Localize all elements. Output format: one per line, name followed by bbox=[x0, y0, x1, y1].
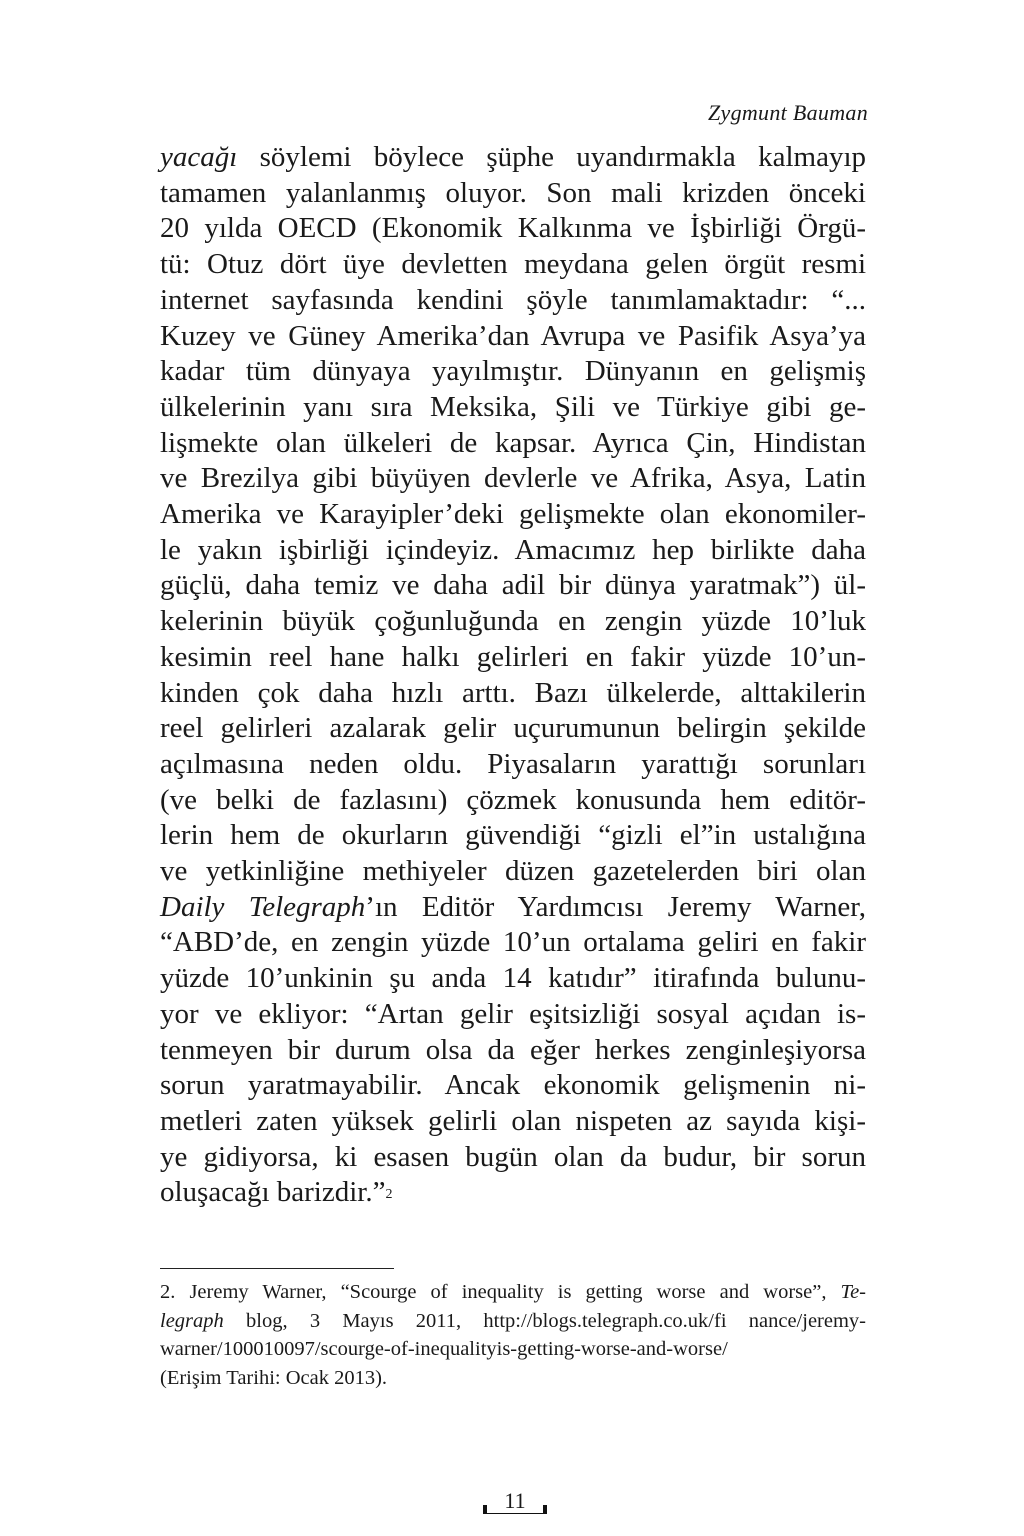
body-line: ve yetkinliğine methiyeler düzen gazetelerden biri olan bbox=[160, 855, 866, 888]
body-line: lişmekte olan ülkeleri de kapsar. Ayrıca Çin, Hindistan bbox=[160, 426, 866, 459]
body-line: kinden çok daha hızlı arttı. Bazı ülkelerde, alttakilerin bbox=[160, 676, 866, 709]
running-head: Zygmunt Bauman bbox=[707, 100, 868, 125]
body-line: güçlü, daha temiz ve daha adil bir dünya yaratmak”) ül- bbox=[160, 569, 866, 602]
page-number-tick-right bbox=[543, 1505, 547, 1514]
body-line: “ABD’de, en zengin yüzde 10’un ortalama geliri en fakir bbox=[160, 926, 866, 959]
page-number-tick-left bbox=[483, 1505, 487, 1514]
body-text bbox=[160, 140, 866, 1211]
body-line: tü: Otuz dört üye devletten meydana gelen örgüt resmi bbox=[160, 248, 866, 281]
body-line: yor ve ekliyor: “Artan gelir eşitsizliği sosyal açıdan is- bbox=[160, 997, 866, 1030]
body-line: kelerinin büyük çoğunluğunda en zengin yüzde 10’luk bbox=[160, 605, 866, 638]
page-number-rule bbox=[483, 1513, 547, 1514]
body-line: ve Brezilya gibi büyüyen devlerle ve Afrika, Asya, Latin bbox=[160, 462, 866, 495]
body-line: 20 yılda OECD (Ekonomik Kalkınma ve İşbirliği Örgü- bbox=[160, 212, 866, 245]
body-line: kadar tüm dünyaya yayılmıştır. Dünyanın en gelişmiş bbox=[160, 355, 866, 388]
footnote-reference: 2 bbox=[385, 1187, 393, 1203]
body-line: lerin hem de okurların güvendiği “gizli el”in ustalığına bbox=[160, 819, 866, 852]
body-line: kesimin reel hane halkı gelirleri en fakir yüzde 10’un- bbox=[160, 640, 866, 673]
footnote bbox=[160, 1278, 866, 1392]
footnote-line: warner/100010097/scourge-of-inequalityis-getting-worse-and-worse/ bbox=[160, 1338, 728, 1360]
body-line: internet sayfasında kendini şöyle tanımlamaktadır: “... bbox=[160, 283, 866, 316]
footnote-line: legraph blog, 3 Mayıs 2011, http://blogs.telegraph.co.uk/fi nance/jeremy- bbox=[160, 1309, 866, 1332]
body-line: le yakın işbirliği içindeyiz. Amacımız hep birlikte daha bbox=[160, 533, 866, 566]
body-line: Kuzey ve Güney Amerika’dan Avrupa ve Pasifik Asya’ya bbox=[160, 319, 866, 352]
body-line: sorun yaratmayabilir. Ancak ekonomik gelişmenin ni- bbox=[160, 1069, 866, 1102]
body-line: reel gelirleri azalarak gelir uçurumunun belirgin şekilde bbox=[160, 712, 866, 745]
page-number: 11 bbox=[504, 1488, 526, 1513]
body-line: ülkelerinin yanı sıra Meksika, Şili ve Türkiye gibi ge- bbox=[160, 390, 866, 423]
footnote-line: (Erişim Tarihi: Ocak 2013). bbox=[160, 1366, 388, 1389]
page-number-ornament bbox=[483, 1488, 547, 1518]
footnote-line: 2. Jeremy Warner, “Scourge of inequality is getting worse and worse”, Te- bbox=[160, 1281, 866, 1303]
body-line: metleri zaten yüksek gelirli olan nispeten az sayıda kişi- bbox=[160, 1104, 866, 1137]
body-line: tamamen yalanlanmış oluyor. Son mali krizden önceki bbox=[160, 176, 866, 209]
body-line: (ve belki de fazlasını) çözmek konusunda hem editör- bbox=[160, 783, 866, 816]
body-line: ye gidiyorsa, ki esasen bugün olan da budur, bir sorun bbox=[160, 1140, 866, 1173]
body-line: açılmasına neden oldu. Piyasaların yarattığı sorunları bbox=[160, 747, 866, 780]
body-line: Amerika ve Karayipler’deki gelişmekte olan ekonomiler- bbox=[160, 498, 866, 531]
footnote-rule bbox=[160, 1268, 394, 1269]
body-line: yacağı söylemi böylece şüphe uyandırmakla kalmayıp bbox=[160, 141, 866, 173]
body-line: tenmeyen bir durum olsa da eğer herkes zenginleşiyorsa bbox=[160, 1033, 866, 1066]
body-line: oluşacağı barizdir.”$^2$ bbox=[160, 1176, 393, 1209]
body-line: yüzde 10’unkinin şu anda 14 katıdır” itirafında bulunu- bbox=[160, 962, 866, 995]
body-line: Daily Telegraph’ın Editör Yardımcısı Jeremy Warner, bbox=[160, 890, 867, 923]
